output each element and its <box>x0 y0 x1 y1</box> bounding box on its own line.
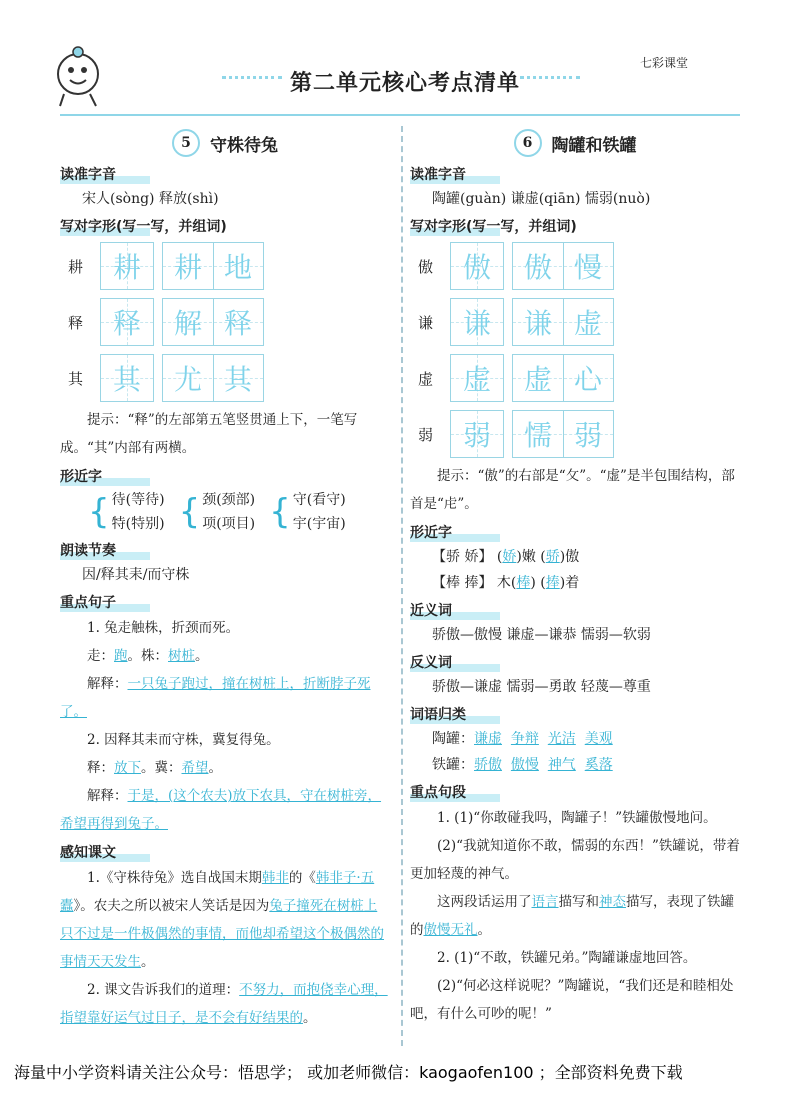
rhythm-line: 因/释其耒/而守株 <box>82 567 190 583</box>
writing-box: 弱 <box>450 410 504 458</box>
synonyms-line: 骄傲—傲慢 谦虚—谦恭 懦弱—软弱 <box>432 627 651 643</box>
lesson-heading <box>410 126 740 160</box>
word-box: 尤 其 <box>162 354 264 402</box>
lesson-number: 5 <box>172 129 200 157</box>
tip-text: 提示：“傲”的右部是“攵”。“虚”是半包围结构，部首是“虍”。 <box>410 468 735 512</box>
word-box: 耕 地 <box>162 242 264 290</box>
grid-row <box>60 294 390 350</box>
section-similar: 形近字 <box>60 466 390 488</box>
section-text: 感知课文 <box>60 842 390 864</box>
column-divider <box>401 126 403 1046</box>
section-pronunciation: 读准字音 <box>410 164 740 186</box>
section-key-sentences: 重点句子 <box>60 592 390 614</box>
para-1: 1. (1)“你敢碰我吗，陶罐子！”铁罐傲慢地问。 <box>437 810 717 826</box>
para-4: 2. (1)“不敢，铁罐兄弟。”陶罐谦虚地回答。 <box>437 950 697 966</box>
para-2: (2)“我就知道你不敢，懦弱的东西！”铁罐说，带着更加轻蔑的神气。 <box>410 838 740 882</box>
section-synonyms: 近义词 <box>410 600 740 622</box>
grid-char: 弱 <box>418 425 434 444</box>
footer-text: 海量中小学资料请关注公众号：悟思学； 或加老师微信：kaogaofen100 ；全部资料免费下载 <box>10 1058 687 1085</box>
title-dots-left <box>222 76 282 83</box>
para-3: 这两段话运用了语言描写和神态描写，表现了铁罐的傲慢无礼。 <box>410 894 734 938</box>
class-line-1: 陶罐：谦虚 争辩 光洁 美观 <box>432 731 613 747</box>
explanation-1: 解释：一只兔子跑过，撞在树桩上，折断脖子死了。 <box>60 676 371 720</box>
grid-char: 虚 <box>418 369 434 388</box>
word-box: 虚 心 <box>512 354 614 402</box>
word-box: 谦 虚 <box>512 298 614 346</box>
header-divider <box>60 114 740 116</box>
antonyms-line: 骄傲—谦虚 懦弱—勇敢 轻蔑—尊重 <box>432 679 651 695</box>
explanation-2: 解释：于是，(这个农夫)放下农具，守在树桩旁，希望再得到兔子。 <box>60 788 382 832</box>
grid-row <box>60 350 390 406</box>
page-header <box>0 0 800 120</box>
similar-line-1: 【骄 娇】 (娇)嫩 (骄)傲 <box>432 549 580 565</box>
para-5: (2)“何必这样说呢？”陶罐说，“我们还是和睦相处吧，有什么可吵的呢！” <box>410 978 734 1022</box>
section-key-paragraphs: 重点句段 <box>410 782 740 804</box>
section-writing: 写对字形(写一写，并组词) <box>410 216 740 238</box>
writing-box: 傲 <box>450 242 504 290</box>
writing-box: 释 <box>100 298 154 346</box>
pronunciation-line: 宋人(sòng) 释放(shì) <box>82 191 219 207</box>
grid-row <box>410 406 740 462</box>
grid-char: 其 <box>68 369 84 388</box>
key-sentence-1: 1. 兔走触株，折颈而死。 <box>87 620 240 636</box>
writing-box: 虚 <box>450 354 504 402</box>
writing-box: 谦 <box>450 298 504 346</box>
tip-text: 提示：“释”的左部第五笔竖贯通上下，一笔写成。“其”内部有两横。 <box>60 412 358 456</box>
cartoon-logo-icon <box>50 40 108 110</box>
page-title: 第二单元核心考点清单 <box>290 71 521 96</box>
left-column <box>60 126 390 1032</box>
word-box: 懦 弱 <box>512 410 614 458</box>
grid-char: 释 <box>68 313 84 332</box>
word-box: 傲 慢 <box>512 242 614 290</box>
section-classification: 词语归类 <box>410 704 740 726</box>
lesson-heading <box>60 126 390 160</box>
key-sentence-2: 2. 因释其耒而守株，冀复得兔。 <box>87 732 280 748</box>
grid-row <box>410 294 740 350</box>
grid-row <box>410 238 740 294</box>
title-dots-right <box>520 76 580 83</box>
word-box: 解 释 <box>162 298 264 346</box>
section-similar: 形近字 <box>410 522 740 544</box>
text-para-1: 1.《守株待兔》选自战国末期韩非的《韩非子·五蠹》。农夫之所以被宋人笑话是因为兔子撞死在树桩上只不过是一件极偶然的事情，而他却希望这个极偶然的事情天天发生。 <box>60 870 384 970</box>
lesson-title: 陶罐和铁罐 <box>551 135 637 156</box>
grid-char: 傲 <box>418 257 434 276</box>
text-para-2: 2. 课文告诉我们的道理：不努力，而抱侥幸心理，指望靠好运气过日子，是不会有好结果的。 <box>60 982 388 1026</box>
section-rhythm: 朗读节奏 <box>60 540 390 562</box>
grid-row <box>60 238 390 294</box>
word-meanings-2: 释：放下。冀：希望。 <box>87 760 222 776</box>
grid-char: 耕 <box>68 257 84 276</box>
section-pronunciation: 读准字音 <box>60 164 390 186</box>
class-line-2: 铁罐：骄傲 傲慢 神气 奚落 <box>432 757 613 773</box>
similar-line-2: 【棒 捧】 木(棒) (捧)着 <box>432 575 580 591</box>
section-antonyms: 反义词 <box>410 652 740 674</box>
word-meanings-1: 走：跑。株：树桩。 <box>87 648 209 664</box>
lesson-number: 6 <box>514 129 542 157</box>
grid-char: 谦 <box>418 313 434 332</box>
grid-row <box>410 350 740 406</box>
right-column <box>410 126 740 1028</box>
writing-box: 其 <box>100 354 154 402</box>
brand-label: 七彩课堂 <box>640 56 689 70</box>
section-writing: 写对字形(写一写，并组词) <box>60 216 390 238</box>
writing-box: 耕 <box>100 242 154 290</box>
lesson-title: 守株待兔 <box>210 135 278 156</box>
pronunciation-line: 陶罐(guàn) 谦虚(qiān) 懦弱(nuò) <box>432 191 651 207</box>
similar-chars: { 待(等待) 特(特别) { 颈(颈部) 项(项目) { 守(看守) 宇(宇宙) <box>88 492 346 532</box>
